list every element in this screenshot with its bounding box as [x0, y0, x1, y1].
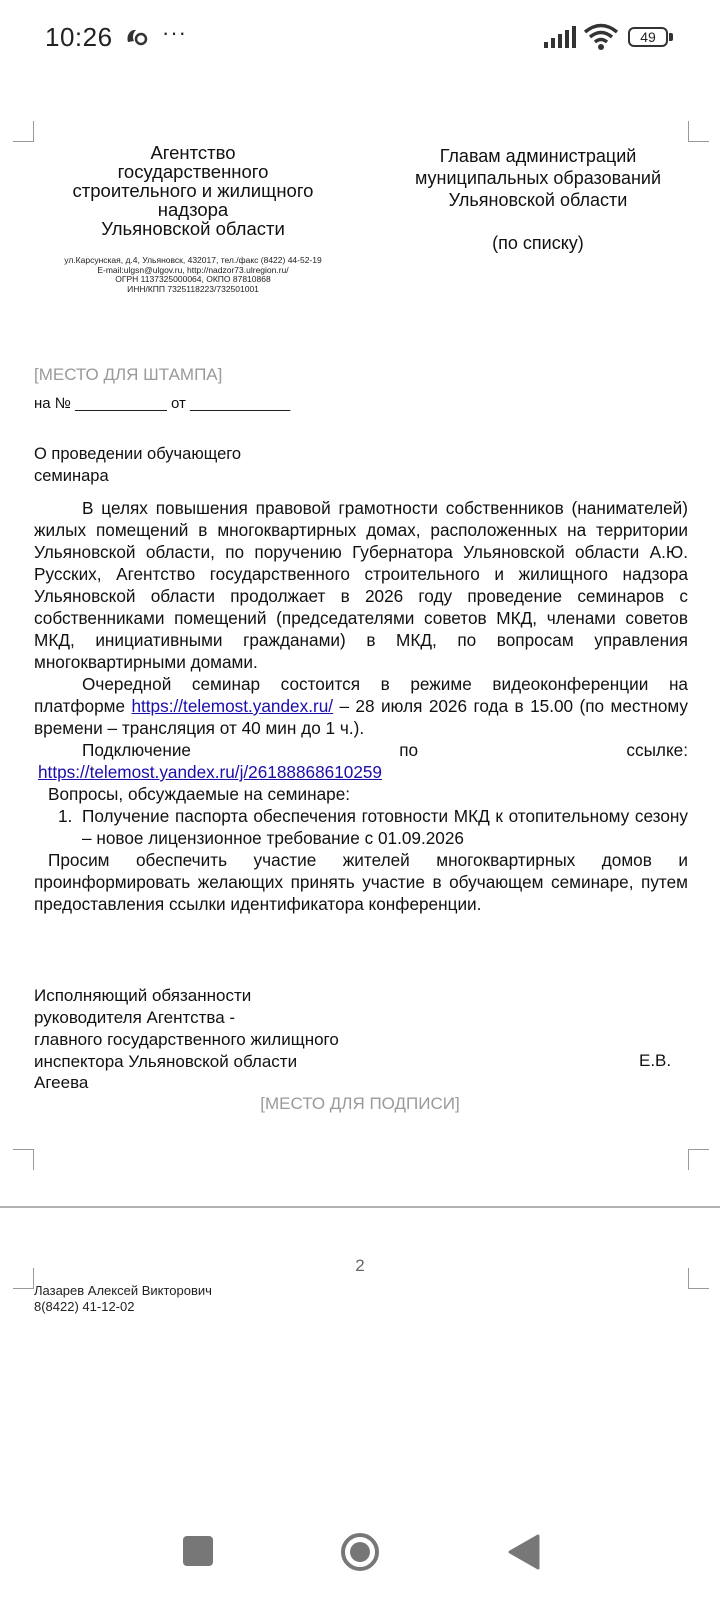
paragraph: Просим обеспечить участие жителей многоквартирных домов и проинформировать желающих принять участие в обучающем семинаре, путем предоставления ссылки идентификатора конференции.: [34, 850, 688, 914]
back-button[interactable]: [506, 1534, 540, 1570]
recipient-list-note: (по списку): [492, 233, 584, 253]
clock: 10:26: [45, 22, 113, 52]
recent-apps-button[interactable]: [183, 1536, 213, 1566]
signer-initials: Е.В.: [639, 1051, 672, 1070]
paragraph: Очередной семинар состоится в режиме видеоконференции на платформе https://telemost.yandex.ru/ – 28 июля 2026 года в 15.00 (по местному времени – трансляция от 40 мин до 1 ч.).: [34, 674, 689, 738]
stamp-placeholder: [МЕСТО ДЛЯ ШТАМПА]: [34, 365, 223, 384]
executor-footer: Лазарев Алексей Викторович 8(8422) 41-12-02: [34, 1283, 212, 1314]
signer-surname: Агеева: [34, 1073, 89, 1092]
wifi-icon: [583, 23, 619, 51]
conference-link[interactable]: https://telemost.yandex.ru/j/26188868610259: [38, 762, 382, 782]
paragraph: Подключение по ссылке:: [82, 740, 688, 760]
page-corner-mark: [13, 121, 34, 142]
registration-line: на № ___________ от ____________: [34, 395, 291, 412]
battery-icon: [628, 27, 674, 49]
agency-address: ул.Карсунская, д.4, Ульяновск, 432017, тел./факс (8422) 44-52-19 E-mail:ulgsn@ulgov.ru, http://nadzor73.ulregion.ru/ ОГРН 1137325000064, ОКПО 87810868 ИНН/КПП 7325118223/732501001: [64, 255, 322, 294]
page-corner-mark: [688, 121, 709, 142]
page-number: 2: [355, 1256, 365, 1275]
paragraph: В целях повышения правовой грамотности собственников (нанимателей) жилых помещений в многоквартирных домах, расположенных на территории Ульяновской области, по поручению Губернатора Ульяновской области А.Ю. Русских, Агентство государственного строительного и жилищного надзора Ульяновской области продолжает в 2026 году проведение семинаров с собственниками помещений (председателями советов МКД, членами советов МКД, инициативными гражданами) в МКД, по вопросам управления многоквартирными домами.: [34, 498, 688, 672]
agency-name: Агентство государственного строительного и жилищного надзора Ульяновской области: [72, 142, 314, 239]
page-divider: [0, 1206, 720, 1208]
page-corner-mark: [13, 1149, 34, 1170]
page-corner-mark: [688, 1149, 709, 1170]
paragraph: [34, 761, 688, 783]
paragraph: Вопросы, обсуждаемые на семинаре:: [48, 784, 351, 804]
letter-subject: О проведении обучающего семинара: [34, 445, 242, 485]
more-notifications-icon: ···: [162, 20, 187, 45]
home-button[interactable]: [340, 1532, 380, 1572]
platform-link[interactable]: https://telemost.yandex.ru/: [131, 696, 334, 716]
app-notification-icon: [124, 26, 150, 48]
signature-placeholder: [МЕСТО ДЛЯ ПОДПИСИ]: [260, 1094, 460, 1113]
status-bar: [0, 0, 720, 80]
list-item: 1. Получение паспорта обеспечения готовности МКД к отопительному сезону – новое лицензионное требование с 01.09.2026: [58, 806, 688, 848]
battery-level: 49: [628, 27, 668, 47]
letter-body: [34, 497, 688, 915]
signer-title: Исполняющий обязанности руководителя Агентства - главного государственного жилищного инспектора Ульяновской области: [34, 986, 339, 1071]
recipient-block: Главам администраций муниципальных образований Ульяновской области: [414, 146, 662, 210]
signal-icon: [543, 25, 577, 49]
